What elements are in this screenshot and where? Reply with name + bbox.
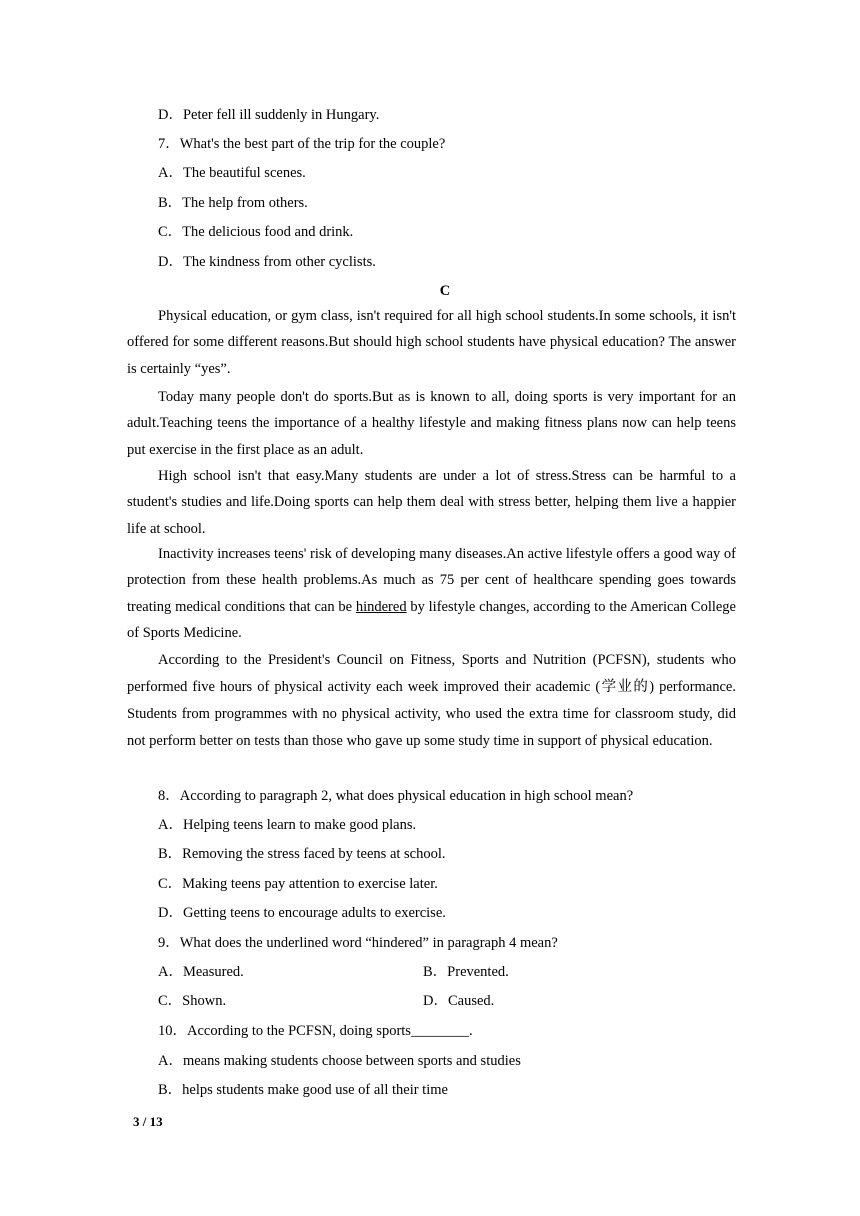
q9-option-d: D．Caused.	[423, 993, 495, 1009]
paragraph-4-text-after: by lifestyle changes, according to the American College of Sports Medicine.	[127, 598, 736, 642]
q7-option-d: D．The kindness from other cyclists.	[158, 254, 376, 270]
q6-option-d: D．Peter fell ill suddenly in Hungary.	[158, 107, 380, 123]
paragraph-4-text-before: Inactivity increases teens' risk of developing many diseases.An active lifestyle offers a good way of protection from these health problems.As much as 75 per cent of healthcare spending goes towards treating medical conditions that can be	[127, 546, 736, 615]
passage-paragraph-2: Today many people don't do sports.But as is known to all, doing sports is very important for an adult.Teaching teens the importance of a healthy lifestyle and making fitness plans now can help teens put exercise in the first place as an adult.	[127, 389, 736, 458]
section-heading: C	[439, 283, 451, 299]
passage-paragraph-1: Physical education, or gym class, isn't required for all high school students.In some schools, it isn't offered for some different reasons.But should high school students have physical education? The answer is certainly “yes”.	[127, 308, 736, 377]
q10-option-b: B．helps students make good use of all their time	[158, 1082, 448, 1098]
passage-paragraph-5: According to the President's Council on Fitness, Sports and Nutrition (PCFSN), students who performed five hours of physical activity each week improved their academic (学业的) performance. Students from programmes with no physical activity, who used the extra time for classroom study, did not perform better on tests than those who gave up some study time in support of physical education.	[127, 652, 736, 749]
q7-option-b: B．The help from others.	[158, 195, 308, 211]
q8-question: 8．According to paragraph 2, what does physical education in high school mean?	[158, 788, 634, 804]
passage-paragraph-3: High school isn't that easy.Many students are under a lot of stress.Stress can be harmful to a student's studies and life.Doing sports can help them deal with stress better, helping them live a happier life at school.	[127, 468, 736, 537]
q9-option-c: C．Shown.	[158, 993, 227, 1009]
page-number: 3 / 13	[133, 1114, 163, 1129]
passage-paragraph-4	[127, 541, 736, 647]
q9-option-a: A．Measured.	[158, 964, 244, 980]
underlined-word-hindered: hindered	[355, 598, 407, 615]
q10-option-a: A．means making students choose between sports and studies	[158, 1053, 521, 1069]
q7-question: 7．What's the best part of the trip for the couple?	[158, 136, 446, 152]
q10-question: 10．According to the PCFSN, doing sports________.	[158, 1023, 473, 1039]
q9-question: 9．What does the underlined word “hindered” in paragraph 4 mean?	[158, 935, 558, 951]
q7-option-a: A．The beautiful scenes.	[158, 165, 306, 181]
q8-option-d: D．Getting teens to encourage adults to exercise.	[158, 905, 446, 921]
q8-option-b: B．Removing the stress faced by teens at school.	[158, 846, 446, 862]
q8-option-c: C．Making teens pay attention to exercise later.	[158, 876, 438, 892]
q9-option-b: B．Prevented.	[423, 964, 509, 980]
q8-option-a: A．Helping teens learn to make good plans.	[158, 817, 417, 833]
q7-option-c: C．The delicious food and drink.	[158, 224, 354, 240]
